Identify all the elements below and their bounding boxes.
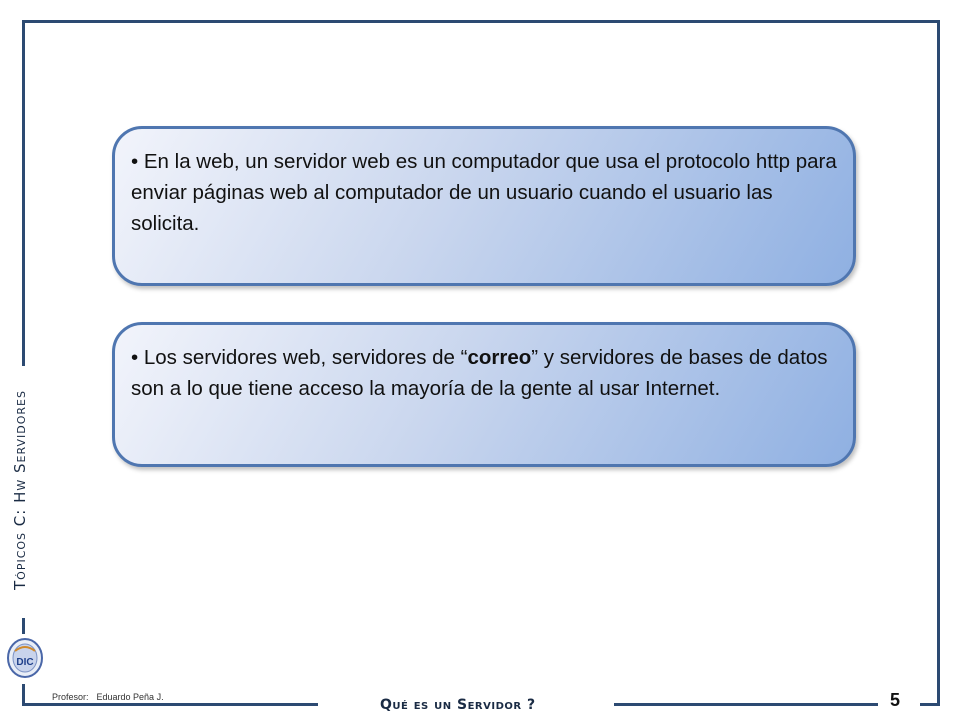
bullet-2-text-start: • Los servidores web, servidores de “ bbox=[131, 346, 468, 369]
frame-left-line-lower bbox=[22, 618, 25, 634]
side-title-text: Tópicos C: Hw Servidores bbox=[11, 390, 29, 590]
bullet-1-text: • En la web, un servidor web es un computador que usa el protocolo http para enviar páginas web al computador de un usuario cuando el usuario las solicita. bbox=[131, 150, 837, 235]
frame-top-line bbox=[22, 20, 940, 23]
professor-name: Eduardo Peña J. bbox=[96, 692, 164, 702]
logo-text: DIC bbox=[16, 657, 34, 668]
bullet-box-1 bbox=[112, 126, 856, 286]
side-title bbox=[8, 360, 32, 620]
bullet-text-2 bbox=[131, 346, 828, 400]
professor-label: Profesor: bbox=[52, 692, 89, 702]
university-logo-icon bbox=[6, 637, 44, 679]
footer-professor bbox=[52, 692, 172, 702]
bullet-text-1 bbox=[131, 150, 837, 235]
frame-left-line-upper bbox=[22, 20, 25, 366]
frame-right-line bbox=[937, 20, 940, 706]
page-number: 5 bbox=[890, 690, 901, 710]
bullet-2-text-end: ” y servidores de bases de datos son a lo que tiene acceso la mayoría de la gente al usar Internet. bbox=[131, 346, 828, 400]
frame-bottom-line-end bbox=[920, 703, 940, 706]
frame-bottom-line-right bbox=[614, 703, 878, 706]
bullet-box-2 bbox=[112, 322, 856, 467]
frame-bottom-line-left bbox=[22, 703, 318, 706]
slide-title: Qué es un Servidor ? bbox=[380, 697, 536, 713]
bullet-2-bold-word: correo bbox=[467, 346, 532, 369]
